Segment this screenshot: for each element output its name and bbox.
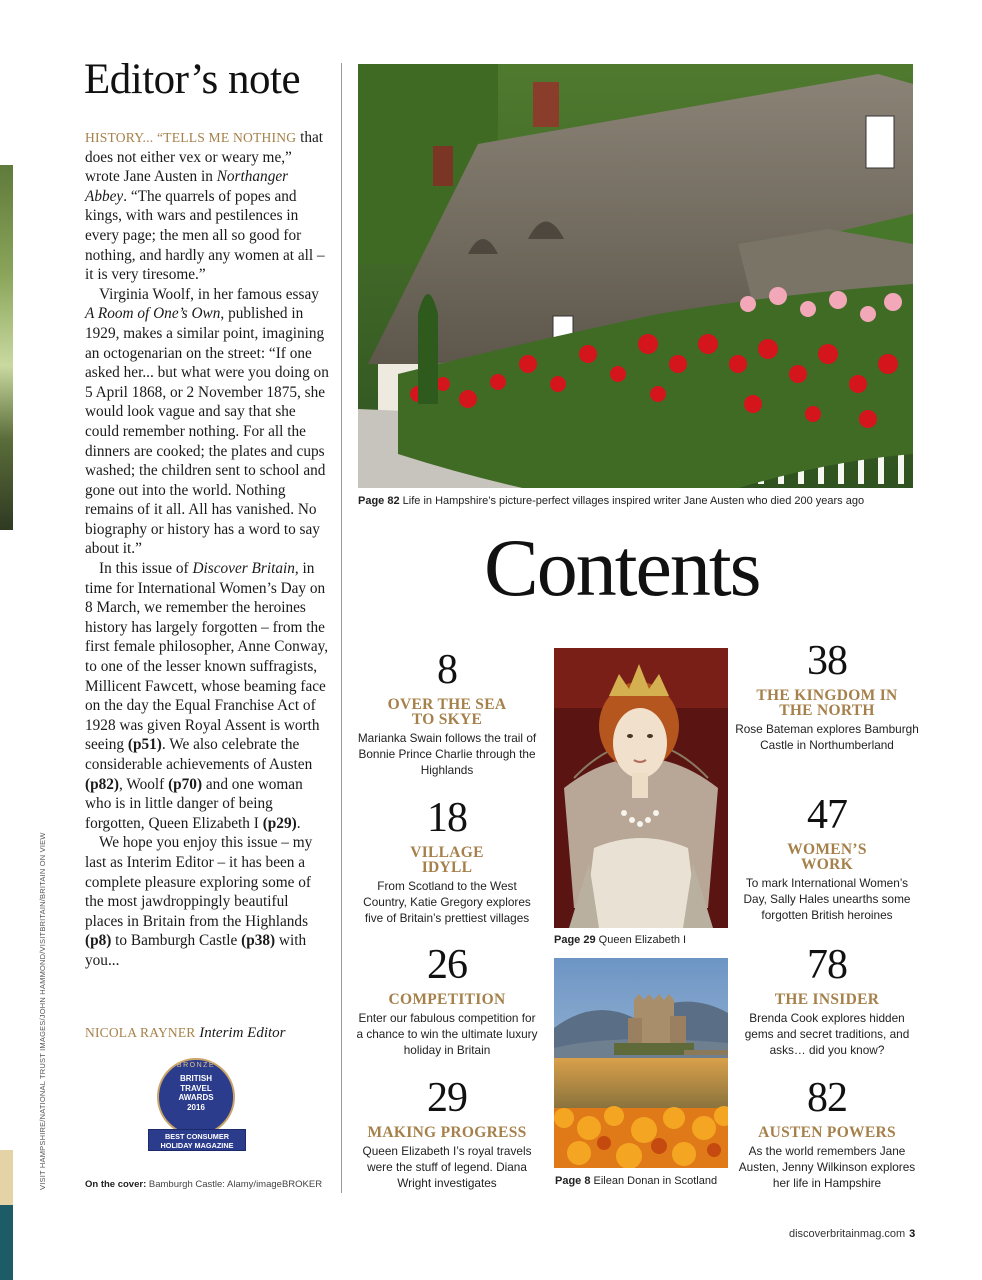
column-divider [341,63,342,1193]
award-banner [148,1129,246,1151]
award-banner-line: BEST CONSUMER [164,1132,230,1141]
entry-page-number: 8 [437,647,457,693]
entry-description: Rose Bateman explores Bamburgh Castle in Northumberland [735,722,919,752]
page-number: 3 [909,1228,916,1240]
book-title: Northanger Abbey [85,168,289,205]
award-banner-line: HOLIDAY MAGAZINE [160,1141,234,1150]
page-ref: (p70) [168,775,203,793]
text-run: Virginia Woolf, in her famous essay [99,285,319,303]
entry-heading [734,992,920,1007]
cottage-illustration [358,64,913,488]
entry-page-number: 78 [807,942,847,988]
entry-page-number: 29 [427,1075,467,1121]
text-run: with you... [85,932,307,969]
editor-paragraph-1 [85,128,330,285]
award-badge [148,1058,246,1152]
page-ref: (p51) [127,736,162,754]
editor-note-title: Editor’s note [84,56,301,103]
editor-paragraph-3 [85,559,330,833]
entry-heading [734,688,920,718]
editor-note-body [85,128,330,971]
cover-credit [85,1179,322,1190]
award-tier: BRONZE [176,1062,216,1069]
cover-credit-label: On the cover: [85,1179,147,1190]
entry-heading-line: MAKING PROGRESS [367,1124,527,1141]
contents-entry[interactable] [354,649,540,778]
entry-heading-line: THE INSIDER [774,991,880,1008]
caption-text: Queen Elizabeth I [598,934,687,946]
photo-credit-vertical: VISIT HAMPSHIRE/NATIONAL TRUST IMAGES/JOHN HAMMOND/VISITBRITAIN/BRITAIN ON VIEW [38,832,47,1190]
entry-description: Enter our fabulous competition for a chance to win the ultimate luxury holiday in Britain [356,1011,538,1057]
text-run: , Woolf [119,775,169,793]
magazine-title: Discover Britain [192,560,295,578]
entry-description: Queen Elizabeth I’s royal travels were the stuff of legend. Diana Wright investigates [362,1144,532,1190]
book-title: A Room of One’s Own [85,305,221,323]
text-run: We hope you enjoy this issue – my last as Interim Editor – it has been a complete pleasure exploring some of the most jawdroppingly beautiful places in Britain from the Highlands [85,834,313,930]
caption-text: Life in Hampshire’s picture-perfect villages inspired writer Jane Austen who died 200 years ago [402,495,865,507]
footer-site: discoverbritainmag.com [789,1228,906,1240]
editor-signature [85,1025,286,1042]
contents-entry[interactable] [734,944,920,1058]
entry-heading-line: COMPETITION [388,991,506,1008]
text-run: , published in 1929, makes a similar point, imagining an octogenarian on the street: “If one asked her... but what were you doing on 5 April 1868, or 2 November 1875, she would look vague and say that she could remember nothing. For all the dinners are cooked; the plates and cups washed; the children sent to school and gone out into the world. Nothing remains of it all. All has vanished. No biography or history has a word to say about it.” [85,305,329,558]
contents-title: Contents [484,522,760,613]
entry-heading [734,842,920,872]
entry-page-number: 82 [807,1075,847,1121]
entry-heading [354,1125,540,1140]
entry-description: To mark International Women’s Day, Sally Hales unearths some forgotten British heroines [743,876,911,922]
entry-heading-line: WOMEN’S [787,841,867,858]
castle-illustration [554,958,728,1168]
contents-entry[interactable] [354,1077,540,1191]
contents-entry[interactable] [354,797,540,926]
entry-heading [354,845,540,875]
entry-page-number: 38 [807,638,847,684]
editor-paragraph-4 [85,833,330,970]
text-run: to Bamburgh Castle [111,932,242,950]
award-text: AWARDS [178,1093,214,1102]
entry-heading-line: OVER THE SEA [387,696,507,713]
entry-heading [354,697,540,727]
entry-heading-line: AUSTEN POWERS [758,1124,896,1141]
entry-heading-line: THE NORTH [779,702,875,719]
queen-elizabeth-portrait [554,648,728,928]
text-run: , in time for International Women’s Day on 8 March, we remember the heroines history has largely forgotten – from the first female philosopher, Anne Conway, to one of the lesser known suffragists, Millicent Fawcett, whose beaming face on the day the Equal Franchise Act of 1928 was given Royal Assent is worth seeing [85,560,329,754]
edge-photo-bleed [0,165,13,530]
eilean-donan-photo [554,958,728,1168]
entry-description: From Scotland to the West Country, Katie Gregory explores five of Britain’s prettiest villages [363,879,531,925]
entry-heading [354,992,540,1007]
award-year: 2016 [187,1102,205,1112]
entry-page-number: 18 [427,795,467,841]
caption-page: Page 29 [554,934,596,946]
entry-description: As the world remembers Jane Austen, Jenny Wilkinson explores her life in Hampshire [738,1144,916,1190]
page-ref: (p29) [262,814,297,832]
contents-entry[interactable] [734,640,920,753]
page-ref: (p38) [241,932,276,950]
entry-page-number: 47 [807,792,847,838]
hero-caption [358,495,864,507]
entry-description: Marianka Swain follows the trail of Bonnie Prince Charlie through the Highlands [357,731,537,777]
text-run: that does not either vex or weary me,” wrote Jane Austen in [85,129,324,186]
castle-caption [555,1175,717,1187]
text-run: . “The quarrels of popes and kings, with wars and pestilences in every page; the men all so good for nothing, and hardly any women at all – it is very tiresome.” [85,187,325,284]
entry-heading [734,1125,920,1140]
caption-page: Page 82 [358,495,400,507]
contents-entry[interactable] [734,1077,920,1191]
portrait-illustration [554,648,728,928]
award-text: TRAVEL [180,1083,212,1093]
award-medal [157,1058,235,1136]
edge-tab-teal [0,1205,13,1280]
entry-description: Brenda Cook explores hidden gems and secret traditions, and asks… did you know? [744,1011,910,1057]
contents-entry[interactable] [354,944,540,1058]
entry-heading-line: IDYLL [421,859,473,876]
entry-heading-line: THE KINGDOM IN [756,687,898,704]
page-ref: (p82) [85,775,119,793]
entry-heading-line: WORK [800,856,853,873]
cover-credit-value: Bamburgh Castle: Alamy/imageBROKER [148,1179,323,1190]
portrait-caption [554,934,686,946]
text-run: . We also celebrate the considerable achievements of Austen [85,736,313,773]
cottage-photo [358,64,913,488]
text-run: and one woman who is in little danger of being forgotten, Queen Elizabeth I [85,775,303,832]
contents-entry[interactable] [734,794,920,923]
edge-tab [0,1150,13,1205]
page-ref: (p8) [85,932,112,950]
entry-heading-line: TO SKYE [411,711,483,728]
caption-page: Page 8 [555,1175,591,1187]
caption-text: Eilean Donan in Scotland [593,1175,718,1187]
editor-role: Interim Editor [199,1025,286,1041]
editor-paragraph-2 [85,285,330,559]
page-footer [789,1228,915,1240]
entry-heading-line: VILLAGE [410,844,484,861]
editor-name: NICOLA RAYNER [85,1025,196,1040]
text-run: In this issue of [99,560,193,578]
entry-page-number: 26 [427,942,467,988]
lead-in-caps: HISTORY... “TELLS ME NOTHING [85,130,297,145]
award-text: BRITISH [180,1074,212,1083]
text-run: . [296,814,301,832]
